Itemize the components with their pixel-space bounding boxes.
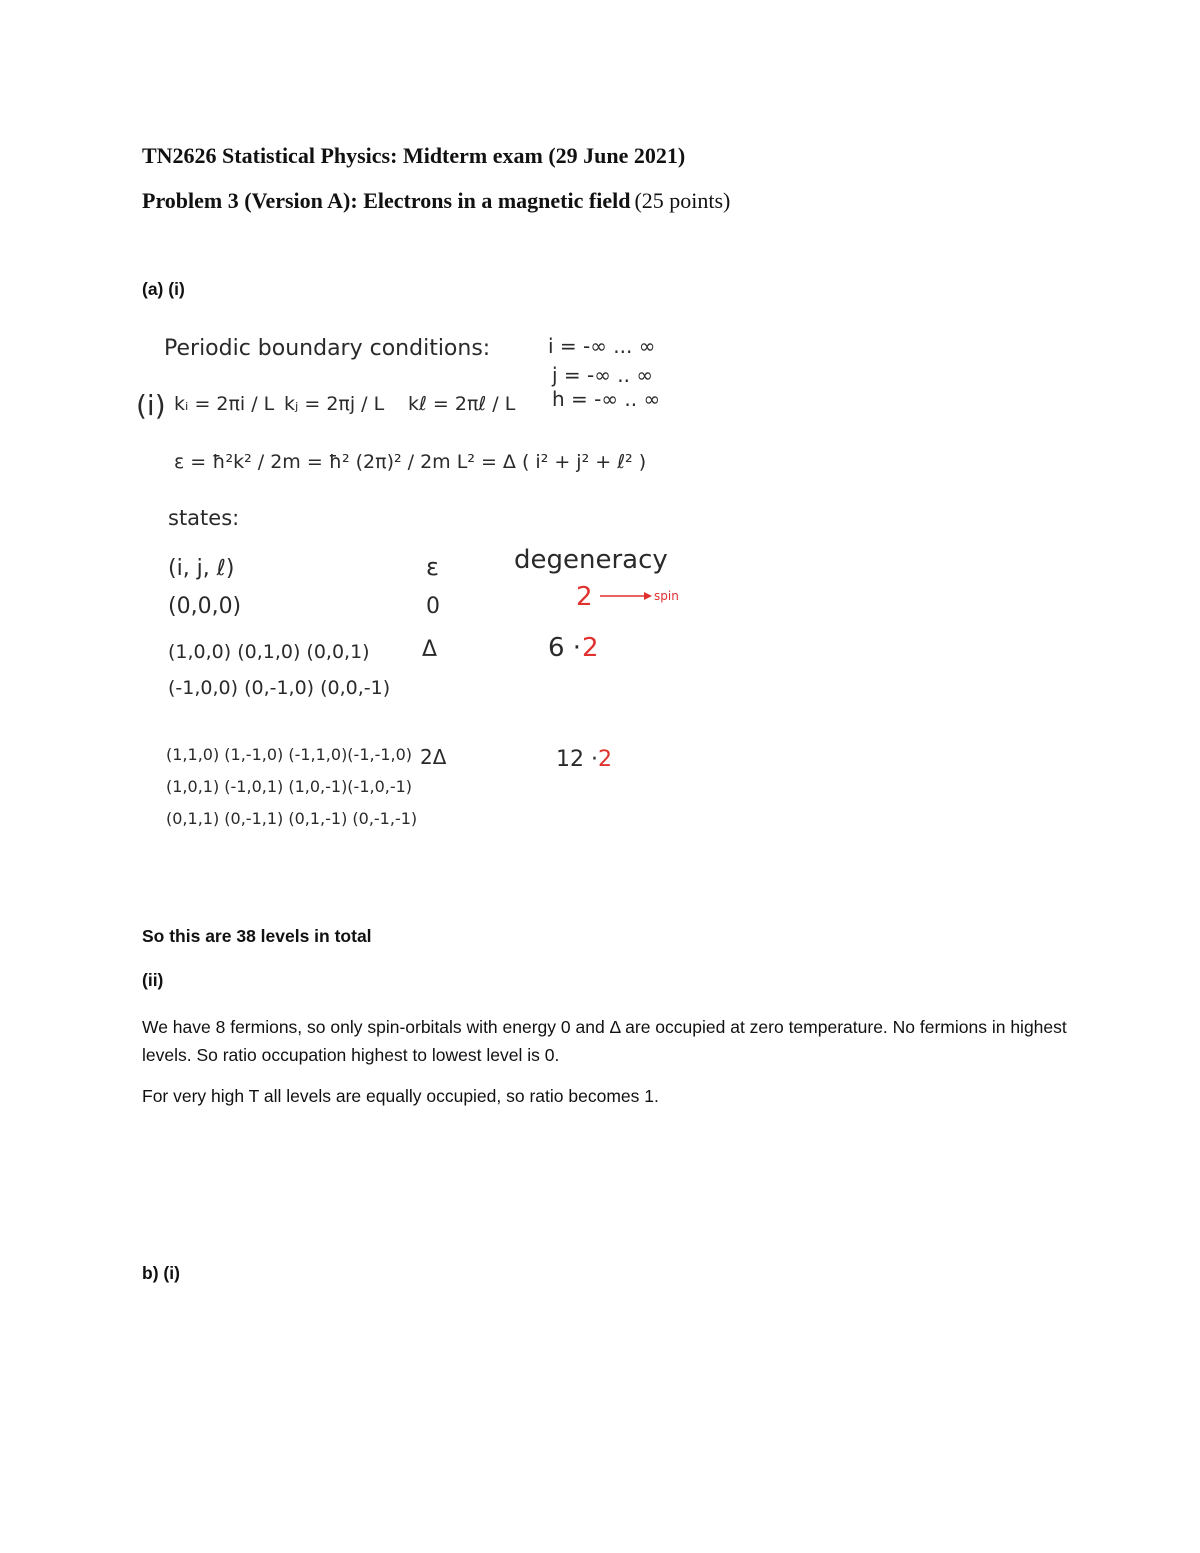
hw-row2-deg-red: 2	[598, 747, 612, 772]
problem-title: Problem 3 (Version A): Electrons in a magnetic field	[142, 188, 631, 213]
handwritten-solution	[130, 320, 710, 840]
hw-row1-states-a: (1,0,0) (0,1,0) (0,0,1)	[168, 641, 370, 663]
hw-row0-states: (0,0,0)	[168, 594, 242, 619]
hw-range-j: j = -∞ .. ∞	[552, 363, 653, 387]
part-a-ii-label: (ii)	[142, 970, 164, 990]
hw-row2-states-b: (1,0,1) (-1,0,1) (1,0,-1)(-1,0,-1)	[166, 777, 413, 796]
hw-heading: Periodic boundary conditions:	[164, 336, 491, 361]
hw-row2-states-c: (0,1,1) (0,-1,1) (0,1,-1) (0,-1,-1)	[166, 809, 418, 828]
hw-states-label: states:	[168, 506, 240, 530]
hw-row1-states-b: (-1,0,0) (0,-1,0) (0,0,-1)	[168, 677, 391, 699]
total-levels-text: So this are 38 levels in total	[142, 926, 372, 946]
hw-marker: (i)	[136, 389, 166, 422]
hw-kj: kⱼ = 2πj / L	[284, 393, 385, 415]
hw-row2-energy: 2Δ	[420, 745, 447, 769]
hw-ki: kᵢ = 2πi / L	[174, 393, 275, 415]
hw-row1-energy: Δ	[422, 637, 438, 662]
exam-title: TN2626 Statistical Physics: Midterm exam (29 June 2021)	[142, 143, 686, 168]
hw-row2-deg-black: 12 ·	[556, 747, 598, 772]
hw-range-i: i = -∞ ... ∞	[548, 334, 656, 358]
part-a-ii-paragraph-2: For very high T all levels are equally occupied, so ratio becomes 1.	[142, 1086, 659, 1106]
part-a-label: (a) (i)	[142, 279, 185, 299]
hw-col-states: (i, j, ℓ)	[168, 556, 235, 581]
hw-energy: ε = ħ²k² / 2m = ħ² (2π)² / 2m L² = Δ ( i² + j² + ℓ² )	[174, 451, 647, 473]
hw-col-degeneracy: degeneracy	[514, 545, 668, 575]
hw-row0-note: spin	[654, 589, 679, 603]
part-b-label: b) (i)	[142, 1263, 180, 1283]
hw-kl: kℓ = 2πℓ / L	[408, 393, 516, 415]
hw-row0-deg: 2	[576, 582, 593, 612]
problem-points: (25 points)	[634, 188, 731, 213]
hw-row2-states-a: (1,1,0) (1,-1,0) (-1,1,0)(-1,-1,0)	[166, 745, 413, 764]
problem-heading	[142, 188, 730, 214]
hw-row1-deg-black: 6 ·	[548, 633, 582, 663]
arrow-icon	[644, 592, 652, 600]
hw-col-energy: ε	[426, 553, 439, 581]
hw-row1-deg-red: 2	[582, 633, 599, 663]
part-a-ii-paragraph-1: We have 8 fermions, so only spin-orbitals with energy 0 and Δ are occupied at zero temperature. No fermions in highest levels. So ratio occupation highest to lowest level is 0.	[142, 1017, 1067, 1065]
hw-range-h: h = -∞ .. ∞	[552, 387, 661, 411]
hw-row0-energy: 0	[426, 594, 440, 619]
